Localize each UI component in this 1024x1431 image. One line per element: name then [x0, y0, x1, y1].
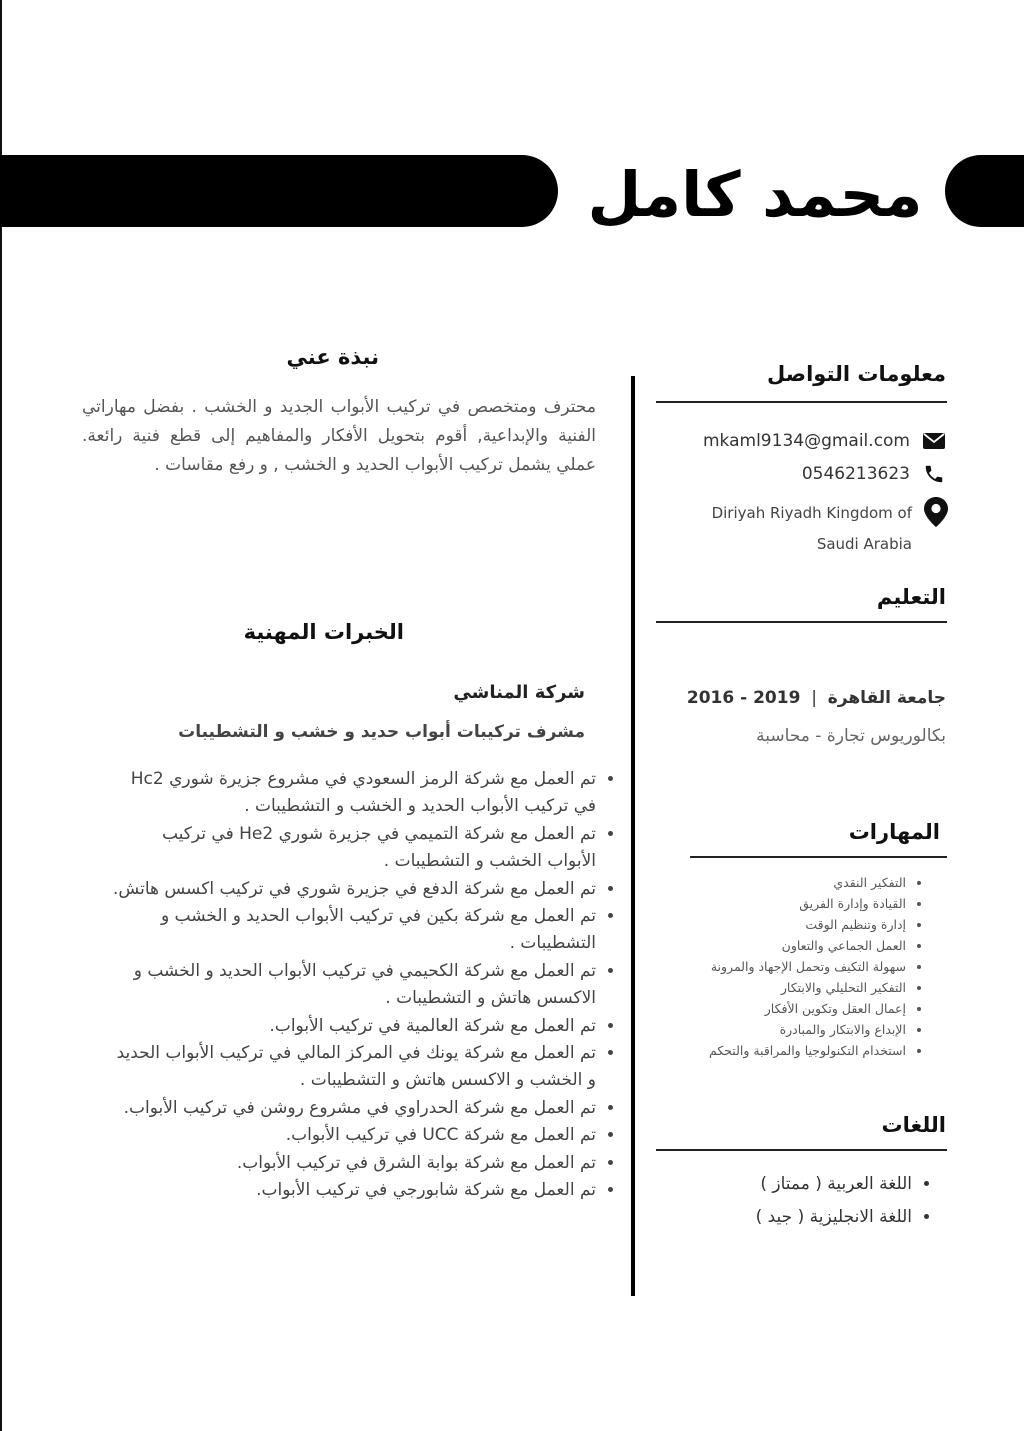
skill-item: • التفكير التحليلي والابتكار — [686, 977, 906, 998]
phone-icon — [922, 462, 946, 486]
skill-item: • التفكير النقدي — [686, 872, 906, 893]
education-separator: | — [805, 688, 823, 708]
education-heading-rule — [656, 621, 947, 623]
skill-item: • سهولة التكيف وتحمل الإجهاد والمرونة — [686, 956, 906, 977]
languages-heading: اللغات — [881, 1113, 946, 1137]
contact-email[interactable]: mkaml9134@gmail.com — [703, 431, 910, 451]
contact-heading: معلومات التواصل — [767, 362, 946, 386]
contact-heading-rule — [656, 401, 947, 403]
skill-item: • إدارة وتنظيم الوقت — [686, 914, 906, 935]
education-degree: بكالوريوس تجارة - محاسبة — [756, 726, 946, 746]
duty-item: • تم العمل مع شركة بكين في تركيب الأبواب الحديد و الخشب و التشطيبات . — [112, 903, 596, 958]
skill-item: • القيادة وإدارة الفريق — [686, 893, 906, 914]
duty-item: • تم العمل مع شركة شابورجي في تركيب الأبواب. — [112, 1177, 596, 1204]
contact-address — [682, 498, 912, 560]
experience-duties-list — [112, 766, 624, 1205]
about-heading: نبذة عني — [286, 345, 379, 369]
education-years: 2016 - 2019 — [686, 688, 801, 708]
duty-item: • تم العمل مع شركة يونك في المركز المالي في تركيب الأبواب الحديد و الخشب و الاكسس هاتش و التشطيبات . — [112, 1040, 596, 1095]
duty-item: • تم العمل مع شركة الدفع في جزيرة شوري في تركيب اكسس هاتش. — [112, 876, 596, 903]
contact-phone[interactable]: 0546213623 — [801, 464, 910, 484]
contact-phone-row — [802, 462, 946, 486]
skill-item: • استخدام التكنولوجيا والمراقبة والتحكم — [686, 1040, 906, 1061]
duty-item: • تم العمل مع شركة العالمية في تركيب الأبواب. — [112, 1013, 596, 1040]
education-university: جامعة القاهرة — [827, 688, 946, 708]
experience-company: شركة المناشي — [453, 682, 585, 703]
envelope-icon — [922, 429, 946, 453]
address-line-2: Saudi Arabia — [816, 535, 912, 553]
address-line-1: Diriyah Riyadh Kingdom of — [711, 504, 912, 522]
banner-bar-right — [945, 155, 1024, 227]
skills-list — [686, 872, 924, 1061]
languages-heading-rule — [656, 1149, 947, 1151]
banner-bar-left — [0, 155, 558, 227]
duty-item: • تم العمل مع شركة الكحيمي في تركيب الأبواب الحديد و الخشب و الاكسس هاتش و التشطيبات . — [112, 958, 596, 1013]
contact-email-row — [703, 429, 946, 453]
duty-item: • تم العمل مع شركة الرمز السعودي في مشروع جزيرة شوري Hc2 في تركيب الأبواب الحديد و الخشب و التشطيبات . — [112, 766, 596, 821]
education-heading: التعليم — [876, 585, 946, 609]
experience-job-title: مشرف تركيبات أبواب حديد و خشب و التشطيبات — [178, 722, 585, 742]
experience-heading: الخبرات المهنية — [243, 620, 404, 644]
skills-heading-rule — [690, 856, 947, 858]
location-pin-icon — [923, 497, 949, 527]
education-university-line — [656, 688, 946, 708]
candidate-name: محمد كامل — [587, 158, 923, 231]
language-item: • اللغة العربية ( ممتاز ) — [652, 1168, 912, 1201]
languages-list — [652, 1168, 944, 1234]
language-item: • اللغة الانجليزية ( جيد ) — [652, 1201, 912, 1234]
about-text: محترف ومتخصص في تركيب الأبواب الجديد و الخشب . بفضل مهاراتي الفنية والإبداعية, أقوم بتحويل الأفكار والمفاهيم إلى قطع فنية رائعة. عملي يشمل تركيب الأبواب الحديد و الخشب , و رفع مقاسات . — [82, 397, 596, 475]
skill-item: • الإبداع والابتكار والمبادرة — [686, 1019, 906, 1040]
duty-item: • تم العمل مع شركة UCC في تركيب الأبواب. — [112, 1122, 596, 1149]
duty-item: • تم العمل مع شركة التميمي في جزيرة شوري He2 في تركيب الأبواب الخشب و التشطيبات . — [112, 821, 596, 876]
duty-item: • تم العمل مع شركة بوابة الشرق في تركيب الأبواب. — [112, 1150, 596, 1177]
column-divider — [631, 376, 635, 1296]
skill-item: • العمل الجماعي والتعاون — [686, 935, 906, 956]
duty-item: • تم العمل مع شركة الحدراوي في مشروع روشن في تركيب الأبواب. — [112, 1095, 596, 1122]
skill-item: • إعمال العقل وتكوين الأفكار — [686, 998, 906, 1019]
skills-heading: المهارات — [848, 820, 940, 844]
